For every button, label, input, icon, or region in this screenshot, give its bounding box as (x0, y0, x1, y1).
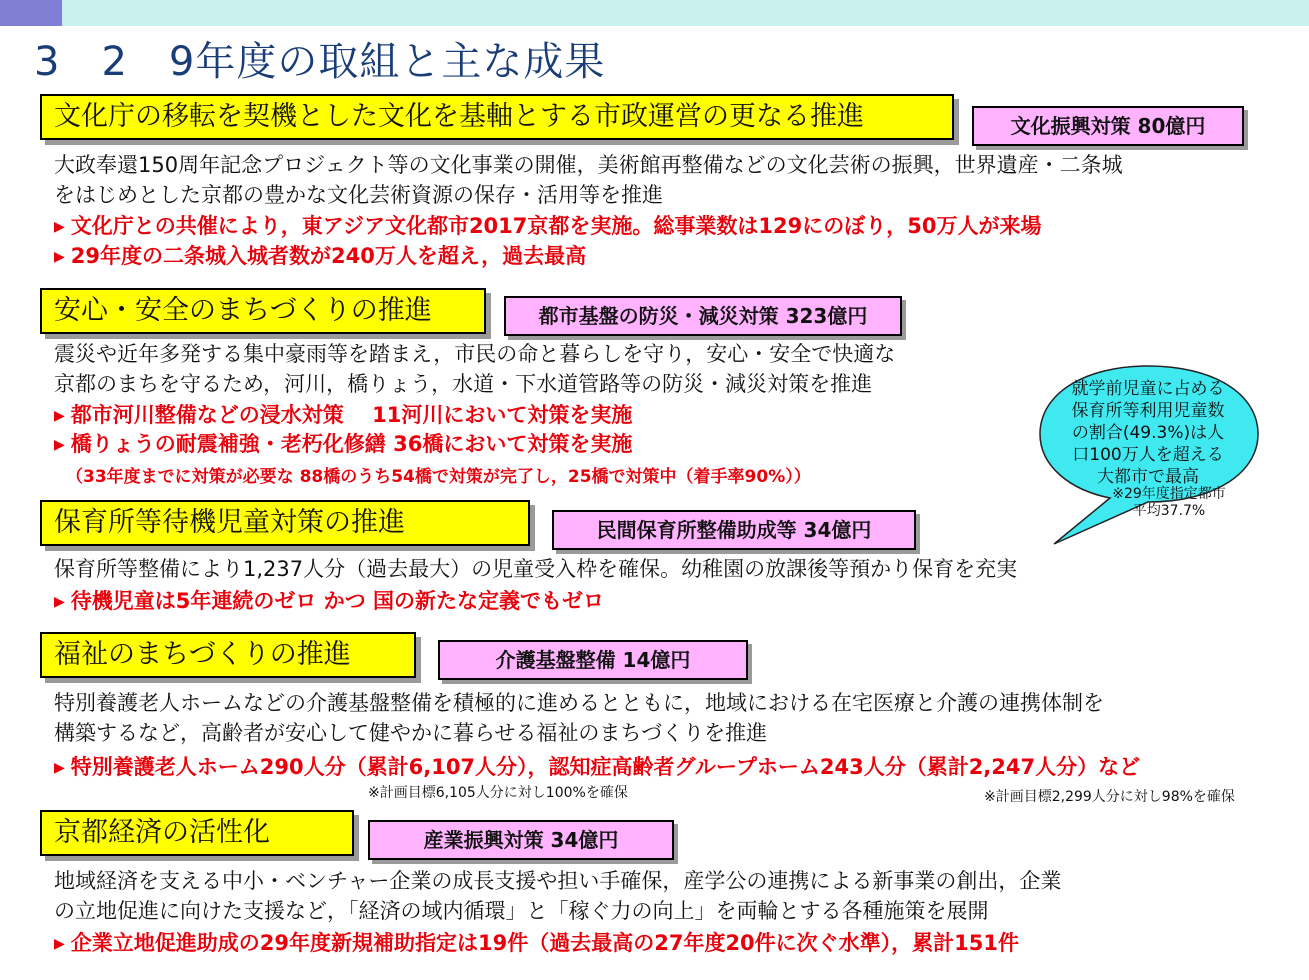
callout-note-1: ※29年度指定都市 (1112, 486, 1226, 502)
bullet-culture-2 (54, 241, 586, 272)
section-title-safety: 安心・安全のまちづくりの推進 (40, 288, 486, 334)
budget-badge-welfare: 介護基盤整備 14億円 (438, 640, 748, 680)
callout-bubble (1032, 362, 1302, 552)
budget-badge-culture: 文化振興対策 80億円 (972, 106, 1244, 146)
callout-line-2: 保育所等利用児童数 (1071, 401, 1225, 421)
budget-badge-economy: 産業振興対策 34億円 (368, 820, 674, 860)
sub-note-safety: （33年度までに対策が必要な 88橋のうち54橋で対策が完了し，25橋で対策中（着手率90%）） (66, 467, 811, 487)
header-divider (0, 26, 1309, 28)
bullet-safety-2 (54, 429, 632, 460)
body-text-safety-1: 震災や近年多発する集中豪雨等を踏まえ，市民の命と暮らしを守り，安心・安全で快適な (54, 342, 896, 366)
section-title-culture: 文化庁の移転を契機とした文化を基軸とする市政運営の更なる推進 (40, 94, 954, 140)
body-text-culture-1: 大政奉還150周年記念プロジェクト等の文化事業の開催，美術館再整備などの文化芸術の振興，世界遺産・二条城 (54, 153, 1123, 177)
bullet-marker-icon: ▶ (54, 760, 65, 776)
budget-badge-childcare: 民間保育所整備助成等 34億円 (552, 510, 916, 550)
bullet-text: 橋りょうの耐震補強・老朽化修繕 36橋において対策を実施 (70, 432, 633, 456)
section-title-childcare: 保育所等待機児童対策の推進 (40, 500, 530, 546)
body-text-economy-2: の立地促進に向けた支援など，「経済の域内循環」と「稼ぐ力の向上」を両輪とする各種施策を展開 (54, 899, 989, 923)
bullet-text: 企業立地促進助成の29年度新規補助指定は19件（過去最高の27年度20件に次ぐ水準），累計151件 (70, 931, 1020, 955)
callout-line-3: の割合(49.3%)は人 (1071, 423, 1225, 443)
section-title-welfare: 福祉のまちづくりの推進 (40, 632, 416, 678)
bullet-culture-1 (54, 211, 1041, 242)
bullet-safety-1 (54, 400, 632, 431)
section-title-economy: 京都経済の活性化 (40, 810, 354, 856)
bullet-marker-icon: ▶ (54, 249, 65, 265)
bullet-economy-1 (54, 928, 1019, 959)
callout-line-5: 大都市で最高 (1097, 467, 1199, 487)
bullet-marker-icon: ▶ (54, 437, 65, 453)
callout-note-2: 平均37.7% (1132, 503, 1206, 519)
bullet-text: 待機児童は5年連続のゼロ かつ 国の新たな定義でもゼロ (70, 589, 605, 613)
bullet-marker-icon: ▶ (54, 219, 65, 235)
body-text-culture-2: をはじめとした京都の豊かな文化芸術資源の保存・活用等を推進 (54, 183, 663, 207)
note-welfare-2: ※計画目標2,299人分に対し98%を確保 (984, 789, 1235, 805)
bullet-text: 29年度の二条城入城者数が240万人を超え，過去最高 (70, 244, 587, 268)
note-welfare-1: ※計画目標6,105人分に対し100%を確保 (368, 785, 628, 801)
body-text-welfare-1: 特別養護老人ホームなどの介護基盤整備を積極的に進めるとともに，地域における在宅医療と介護の連携体制を (54, 691, 1104, 715)
budget-badge-safety: 都市基盤の防災・減災対策 323億円 (504, 296, 902, 336)
body-text-economy-1: 地域経済を支える中小・ベンチャー企業の成長支援や担い手確保，産学公の連携による新事業の創出，企業 (54, 869, 1062, 893)
bullet-marker-icon: ▶ (54, 408, 65, 424)
header-band (0, 0, 1309, 26)
callout-line-4: 口100万人を超える (1072, 445, 1224, 465)
page-title: 3 2 9年度の取組と主な成果 (34, 39, 606, 85)
bullet-text: 特別養護老人ホーム290人分（累計6,107人分），認知症高齢者グループホーム243人分（累計2,247人分）など (70, 755, 1141, 779)
bullet-text: 都市河川整備などの浸水対策 11河川において対策を実施 (70, 403, 633, 427)
body-text-welfare-2: 構築するなど，高齢者が安心して健やかに暮らせる福祉のまちづくりを推進 (54, 721, 768, 745)
bullet-marker-icon: ▶ (54, 594, 65, 610)
callout-line-1: 就学前児童に占める (1071, 379, 1225, 399)
header-accent-block (0, 0, 62, 26)
body-text-safety-2: 京都のまちを守るため，河川，橋りょう，水道・下水道管路等の防災・減災対策を推進 (54, 372, 873, 396)
bullet-marker-icon: ▶ (54, 936, 65, 952)
bullet-text: 文化庁との共催により，東アジア文化都市2017京都を実施。総事業数は129にのぼり，50万人が来場 (70, 214, 1042, 238)
body-text-childcare-1: 保育所等整備により1,237人分（過去最大）の児童受入枠を確保。幼稚園の放課後等預かり保育を充実 (54, 557, 1018, 581)
bullet-childcare-1 (54, 586, 604, 617)
bullet-welfare-1 (54, 752, 1140, 783)
